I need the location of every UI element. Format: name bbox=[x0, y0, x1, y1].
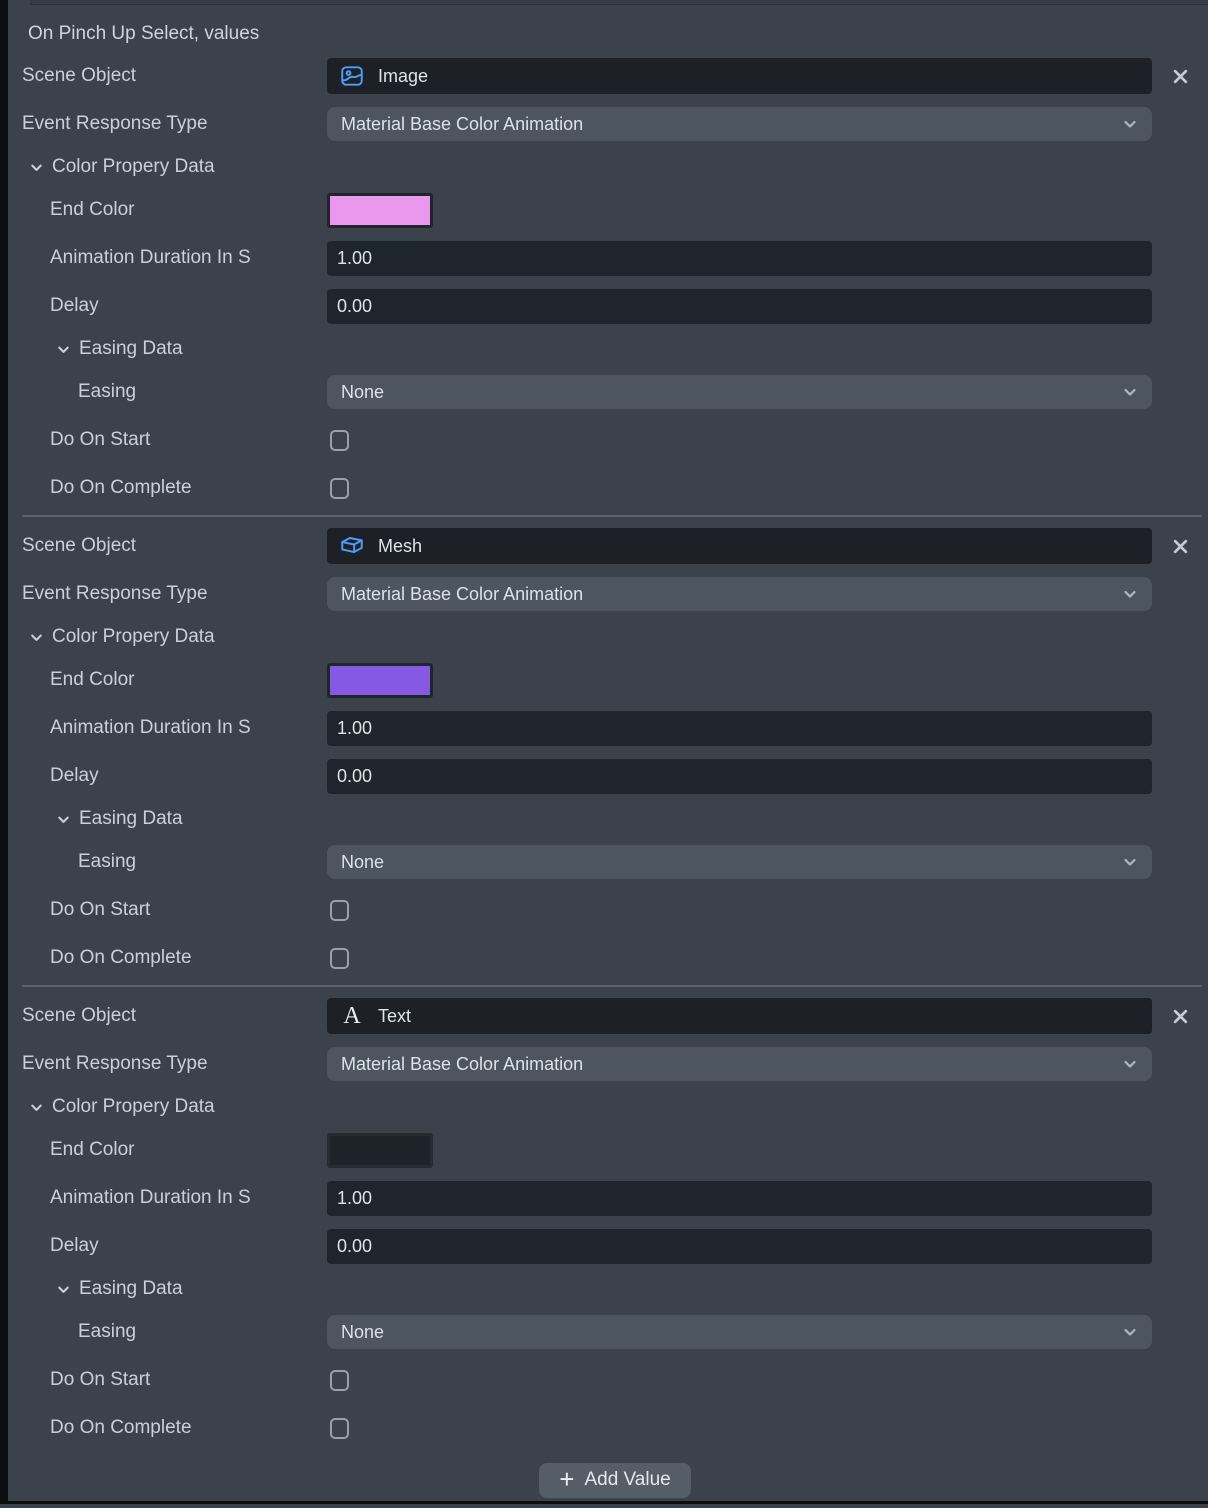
chevron-down-icon bbox=[28, 159, 44, 175]
image-icon bbox=[339, 63, 365, 89]
dropdown-value: Material Base Color Animation bbox=[341, 1053, 584, 1074]
event-response-section bbox=[22, 52, 1208, 512]
end-color-label: End Color bbox=[50, 199, 135, 220]
scene-object-name: Text bbox=[378, 1005, 412, 1026]
event-response-type-dropdown[interactable] bbox=[327, 107, 1152, 141]
event-response-section bbox=[22, 522, 1208, 982]
chevron-down-icon bbox=[1122, 1056, 1138, 1072]
scene-object-name: Image bbox=[378, 65, 429, 86]
easing-data-label: Easing Data bbox=[79, 1278, 183, 1299]
scene-object-label: Scene Object bbox=[22, 535, 137, 556]
do-on-complete-checkbox[interactable] bbox=[330, 478, 349, 499]
end-color-label: End Color bbox=[50, 669, 135, 690]
panel-top-edge bbox=[30, 0, 1208, 5]
easing-dropdown[interactable] bbox=[327, 1315, 1152, 1349]
text-icon: A bbox=[343, 1003, 361, 1029]
remove-value-button[interactable] bbox=[1168, 534, 1192, 558]
mesh-icon bbox=[339, 533, 365, 559]
section-divider bbox=[22, 985, 1202, 987]
easing-data-header[interactable] bbox=[22, 800, 1208, 838]
panel-title: On Pinch Up Select, values bbox=[28, 23, 260, 44]
event-response-type-dropdown[interactable] bbox=[327, 1047, 1152, 1081]
do-on-start-checkbox[interactable] bbox=[330, 430, 349, 451]
color-property-data-label: Color Propery Data bbox=[52, 1096, 215, 1117]
do-on-complete-checkbox[interactable] bbox=[330, 948, 349, 969]
dropdown-value: None bbox=[341, 851, 385, 872]
end-color-swatch[interactable] bbox=[327, 1133, 433, 1168]
end-color-swatch[interactable] bbox=[327, 193, 433, 228]
animation-duration-input[interactable] bbox=[327, 1181, 1152, 1216]
animation-duration-label: Animation Duration In S bbox=[50, 1187, 251, 1208]
chevron-down-icon bbox=[55, 341, 71, 357]
scene-object-label: Scene Object bbox=[22, 1005, 137, 1026]
easing-label: Easing bbox=[78, 381, 137, 402]
do-on-start-checkbox[interactable] bbox=[330, 1370, 349, 1391]
do-on-complete-checkbox[interactable] bbox=[330, 1418, 349, 1439]
scene-object-field[interactable] bbox=[327, 998, 1152, 1034]
delay-input[interactable] bbox=[327, 289, 1152, 324]
scene-object-field[interactable] bbox=[327, 58, 1152, 94]
chevron-down-icon bbox=[55, 811, 71, 827]
dropdown-value: None bbox=[341, 381, 385, 402]
color-property-data-header[interactable] bbox=[22, 1088, 1208, 1126]
close-icon bbox=[1172, 68, 1189, 85]
event-response-type-label: Event Response Type bbox=[22, 1053, 208, 1074]
chevron-down-icon bbox=[1122, 1324, 1138, 1340]
chevron-down-icon bbox=[1122, 586, 1138, 602]
chevron-down-icon bbox=[1122, 384, 1138, 400]
color-property-data-label: Color Propery Data bbox=[52, 626, 215, 647]
delay-label: Delay bbox=[50, 1235, 99, 1256]
easing-label: Easing bbox=[78, 1321, 137, 1342]
color-property-data-label: Color Propery Data bbox=[52, 156, 215, 177]
do-on-complete-label: Do On Complete bbox=[50, 947, 192, 968]
chevron-down-icon bbox=[28, 1099, 44, 1115]
color-property-data-header[interactable] bbox=[22, 618, 1208, 656]
add-value-button[interactable] bbox=[539, 1463, 690, 1498]
delay-input[interactable] bbox=[327, 759, 1152, 794]
dropdown-value: None bbox=[341, 1321, 385, 1342]
dropdown-value: Material Base Color Animation bbox=[341, 113, 584, 134]
plus-icon: + bbox=[559, 1464, 575, 1494]
delay-input[interactable] bbox=[327, 1229, 1152, 1264]
delay-label: Delay bbox=[50, 765, 99, 786]
scene-object-field[interactable] bbox=[327, 528, 1152, 564]
chevron-down-icon bbox=[55, 1281, 71, 1297]
chevron-down-icon bbox=[1122, 854, 1138, 870]
do-on-complete-label: Do On Complete bbox=[50, 1417, 192, 1438]
remove-value-button[interactable] bbox=[1168, 64, 1192, 88]
close-icon bbox=[1172, 538, 1189, 555]
chevron-down-icon bbox=[28, 629, 44, 645]
do-on-start-label: Do On Start bbox=[50, 1369, 151, 1390]
easing-label: Easing bbox=[78, 851, 137, 872]
event-response-section bbox=[22, 992, 1208, 1452]
event-response-type-label: Event Response Type bbox=[22, 113, 208, 134]
easing-data-header[interactable] bbox=[22, 330, 1208, 368]
easing-data-label: Easing Data bbox=[79, 808, 183, 829]
event-responses-panel bbox=[8, 0, 1208, 1508]
do-on-start-label: Do On Start bbox=[50, 899, 151, 920]
remove-value-button[interactable] bbox=[1168, 1004, 1192, 1028]
animation-duration-label: Animation Duration In S bbox=[50, 717, 251, 738]
easing-dropdown[interactable] bbox=[327, 375, 1152, 409]
do-on-start-checkbox[interactable] bbox=[330, 900, 349, 921]
animation-duration-input[interactable] bbox=[327, 711, 1152, 746]
do-on-complete-label: Do On Complete bbox=[50, 477, 192, 498]
section-divider bbox=[22, 515, 1202, 517]
event-response-type-dropdown[interactable] bbox=[327, 577, 1152, 611]
color-property-data-header[interactable] bbox=[22, 148, 1208, 186]
end-color-swatch[interactable] bbox=[327, 663, 433, 698]
add-value-label: Add Value bbox=[584, 1469, 671, 1490]
dropdown-value: Material Base Color Animation bbox=[341, 583, 584, 604]
animation-duration-input[interactable] bbox=[327, 241, 1152, 276]
scene-object-name: Mesh bbox=[378, 535, 423, 556]
easing-data-label: Easing Data bbox=[79, 338, 183, 359]
delay-label: Delay bbox=[50, 295, 99, 316]
event-response-type-label: Event Response Type bbox=[22, 583, 208, 604]
animation-duration-label: Animation Duration In S bbox=[50, 247, 251, 268]
scene-object-label: Scene Object bbox=[22, 65, 137, 86]
end-color-label: End Color bbox=[50, 1139, 135, 1160]
close-icon bbox=[1172, 1008, 1189, 1025]
chevron-down-icon bbox=[1122, 116, 1138, 132]
easing-dropdown[interactable] bbox=[327, 845, 1152, 879]
easing-data-header[interactable] bbox=[22, 1270, 1208, 1308]
do-on-start-label: Do On Start bbox=[50, 429, 151, 450]
